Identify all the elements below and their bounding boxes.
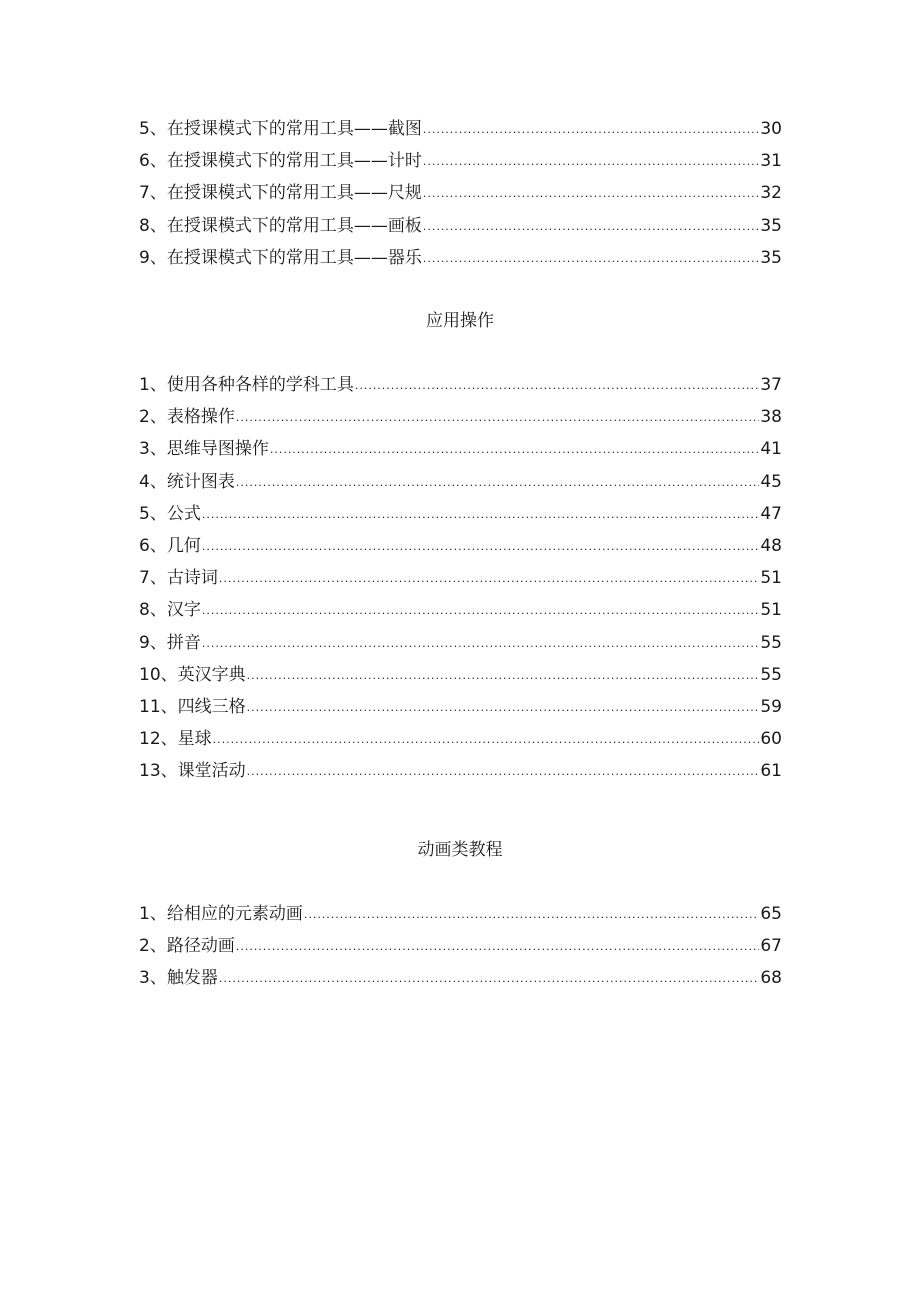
toc-entry[interactable]	[139, 433, 782, 465]
toc-entry-title: 2、表格操作	[139, 407, 235, 428]
toc-leader-dots	[202, 531, 760, 563]
toc-leader-dots	[423, 211, 760, 243]
toc-entry-page: 35	[760, 247, 782, 268]
toc-entry-title: 5、公式	[139, 503, 201, 524]
toc-entry-page: 68	[760, 968, 782, 989]
toc-list-apps	[139, 369, 782, 787]
toc-entry-page: 41	[760, 439, 782, 460]
toc-entry-page: 30	[760, 119, 782, 139]
toc-leader-dots	[219, 963, 760, 995]
toc-entry[interactable]	[139, 962, 782, 994]
toc-entry-title: 9、在授课模式下的常用工具——器乐	[139, 247, 422, 268]
toc-entry[interactable]	[139, 177, 782, 209]
toc-entry[interactable]	[139, 659, 782, 691]
toc-entry-title: 8、汉字	[139, 600, 201, 621]
toc-entry[interactable]	[139, 930, 782, 962]
toc-entry-title: 13、课堂活动	[139, 761, 246, 782]
toc-entry-page: 35	[760, 215, 782, 236]
toc-leader-dots	[213, 724, 760, 756]
toc-entry[interactable]	[139, 466, 782, 498]
toc-leader-dots	[304, 899, 760, 931]
toc-entry-title: 1、使用各种各样的学科工具	[139, 375, 354, 395]
toc-entry-title: 3、触发器	[139, 968, 218, 989]
toc-entry-page: 37	[760, 375, 782, 395]
toc-entry[interactable]	[139, 691, 782, 723]
toc-entry[interactable]	[139, 401, 782, 433]
toc-entry-page: 47	[760, 503, 782, 524]
toc-entry-page: 38	[760, 407, 782, 428]
toc-leader-dots	[247, 756, 760, 788]
toc-entry[interactable]	[139, 562, 782, 594]
toc-entry-title: 12、星球	[139, 729, 212, 750]
toc-entry-title: 6、几何	[139, 535, 201, 556]
toc-entry-title: 7、在授课模式下的常用工具——尺规	[139, 183, 422, 204]
toc-entry[interactable]	[139, 627, 782, 659]
toc-entry-title: 1、给相应的元素动画	[139, 904, 303, 924]
toc-entry-page: 31	[760, 151, 782, 172]
toc-leader-dots	[270, 434, 760, 466]
toc-entry[interactable]	[139, 210, 782, 242]
toc-entry-page: 61	[760, 761, 782, 782]
toc-entry[interactable]	[139, 113, 782, 145]
toc-entry[interactable]	[139, 898, 782, 930]
toc-entry[interactable]	[139, 530, 782, 562]
toc-list-animation	[139, 898, 782, 995]
toc-leader-dots	[236, 402, 760, 434]
toc-entry-page: 55	[760, 664, 782, 685]
toc-entry[interactable]	[139, 723, 782, 755]
toc-list-teaching-tools	[139, 113, 782, 274]
toc-entry-title: 8、在授课模式下的常用工具——画板	[139, 215, 422, 236]
toc-leader-dots	[423, 178, 760, 210]
toc-entry-page: 59	[760, 696, 782, 717]
toc-entry-title: 6、在授课模式下的常用工具——计时	[139, 151, 422, 172]
toc-entry[interactable]	[139, 498, 782, 530]
toc-leader-dots	[423, 146, 760, 178]
section-heading-apps: 应用操作	[426, 311, 494, 331]
toc-entry[interactable]	[139, 755, 782, 787]
toc-leader-dots	[423, 243, 760, 275]
toc-entry-page: 51	[760, 568, 782, 589]
toc-entry-title: 5、在授课模式下的常用工具——截图	[139, 119, 422, 139]
toc-entry-page: 45	[760, 471, 782, 492]
toc-leader-dots	[423, 114, 760, 146]
section-heading-animation: 动画类教程	[417, 840, 503, 860]
toc-leader-dots	[247, 692, 760, 724]
toc-entry-page: 67	[760, 936, 782, 957]
toc-entry[interactable]	[139, 594, 782, 626]
toc-entry-title: 11、四线三格	[139, 696, 246, 717]
toc-leader-dots	[202, 628, 760, 660]
toc-entry[interactable]	[139, 145, 782, 177]
toc-entry-title: 3、思维导图操作	[139, 439, 269, 460]
toc-leader-dots	[236, 467, 760, 499]
toc-entry-title: 2、路径动画	[139, 936, 235, 957]
toc-entry-title: 4、统计图表	[139, 471, 235, 492]
toc-leader-dots	[219, 563, 760, 595]
toc-entry-page: 65	[760, 904, 782, 924]
toc-entry-page: 60	[760, 729, 782, 750]
toc-entry-title: 7、古诗词	[139, 568, 218, 589]
toc-entry-title: 9、拼音	[139, 632, 201, 653]
toc-leader-dots	[247, 660, 760, 692]
toc-leader-dots	[202, 595, 760, 627]
toc-entry-page: 55	[760, 632, 782, 653]
toc-leader-dots	[202, 499, 760, 531]
toc-entry-page: 51	[760, 600, 782, 621]
toc-leader-dots	[355, 370, 760, 402]
toc-entry-page: 48	[760, 535, 782, 556]
toc-entry-title: 10、英汉字典	[139, 664, 246, 685]
toc-leader-dots	[236, 931, 760, 963]
toc-entry[interactable]	[139, 242, 782, 274]
toc-entry-page: 32	[760, 183, 782, 204]
toc-entry[interactable]	[139, 369, 782, 401]
